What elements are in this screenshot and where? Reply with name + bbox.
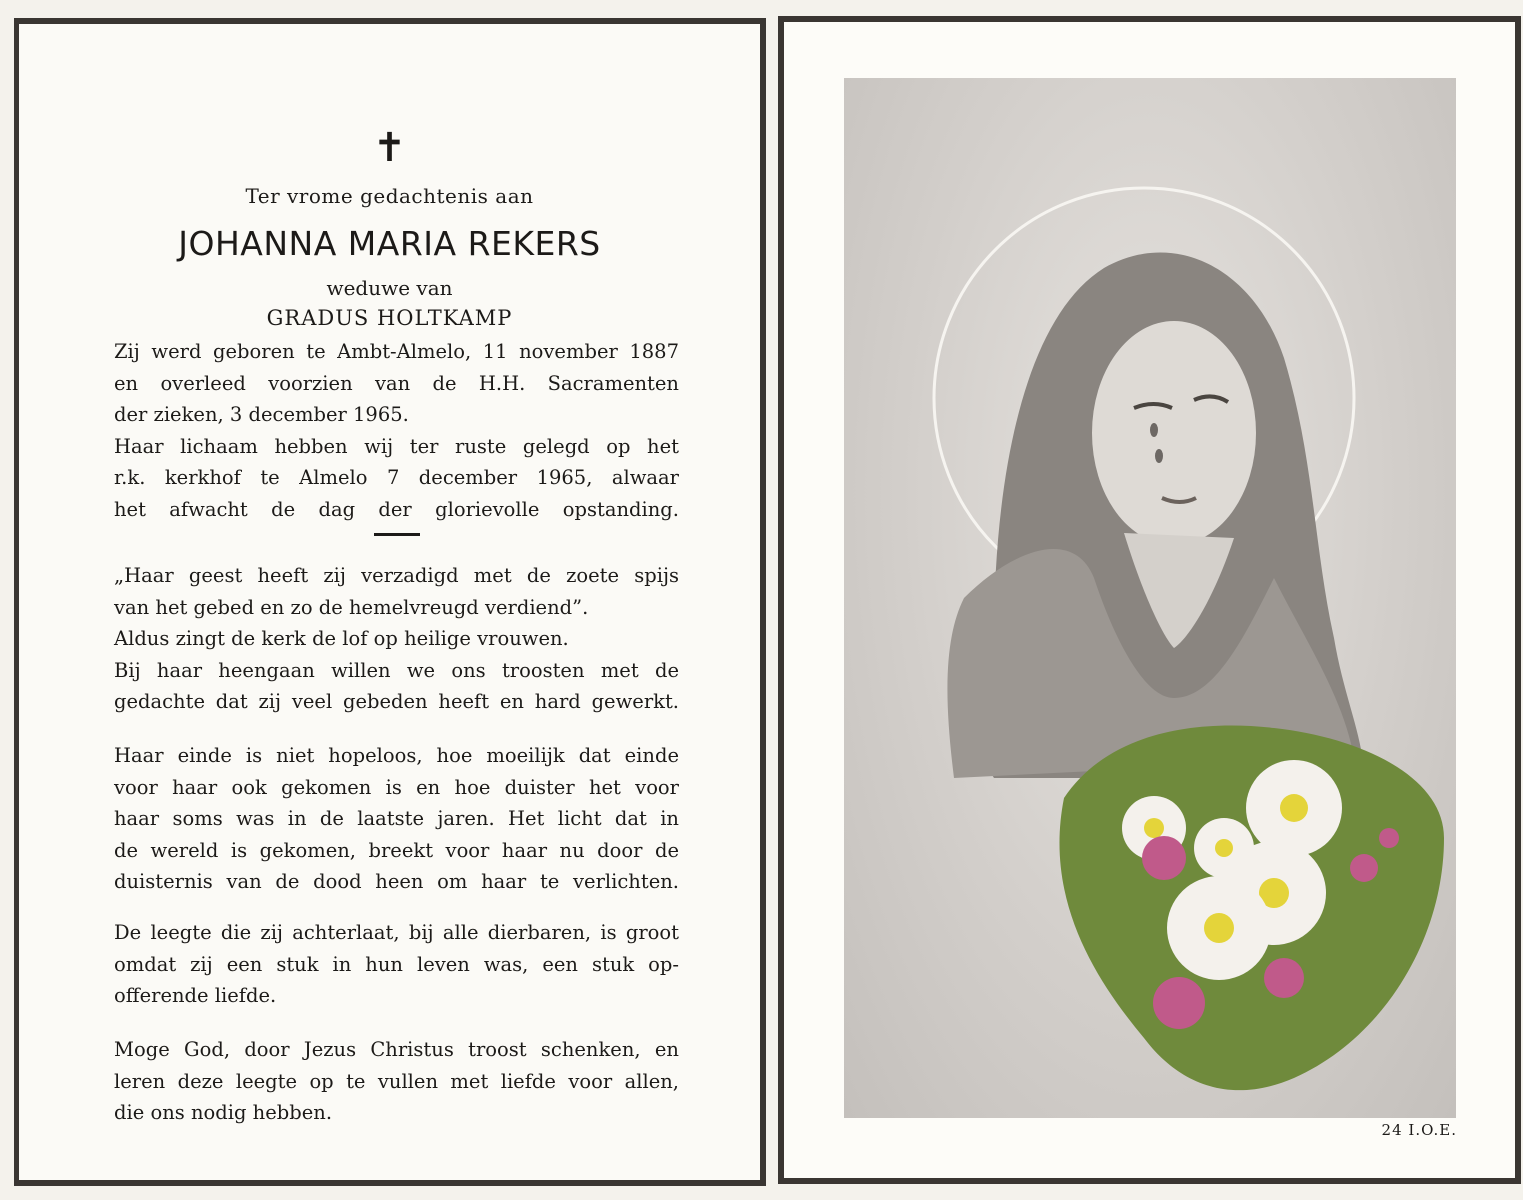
text-line: Haar lichaam hebben wij ter ruste gelegd op het	[114, 434, 679, 458]
tear-drop	[1155, 449, 1163, 463]
text-line: de wereld is gekomen, breekt voor haar nu door de	[114, 838, 679, 862]
catalog-number: 24 I.O.E.	[1381, 1121, 1457, 1139]
hope-paragraph	[114, 740, 679, 898]
face-shape	[1092, 321, 1256, 545]
text-line: r.k. kerkhof te Almelo 7 december 1965, alwaar	[114, 466, 679, 489]
deceased-name: JOHANNA MARIA REKERS	[178, 224, 601, 263]
daisy-flower	[1246, 760, 1342, 856]
text-line: gedachte dat zij veel gebeden heeft en hard gewerkt.	[114, 690, 679, 713]
text-line: Aldus zingt de kerk de lof op heilige vrouwen.	[114, 627, 569, 650]
section-divider	[374, 533, 420, 536]
text-line: Haar einde is niet hopeloos, hoe moeilijk dat einde	[114, 744, 679, 767]
text-line: en overleed voorzien van de H.H. Sacramenten	[114, 371, 679, 395]
daisy-flower	[1194, 818, 1254, 878]
emptiness-paragraph	[114, 917, 679, 1012]
violet-flower	[1350, 854, 1378, 882]
madonna-with-flowers-image	[844, 78, 1456, 1118]
biography-paragraph	[114, 336, 679, 525]
cross-icon: ✝	[372, 125, 407, 171]
devotional-image-card	[778, 16, 1521, 1184]
quote-paragraph	[114, 560, 679, 718]
text-line: Moge God, door Jezus Christus troost schenken, en	[114, 1038, 679, 1061]
text-line: De leegte die zij achterlaat, bij alle dierbaren, is groot	[114, 921, 679, 944]
prayer-paragraph	[114, 1034, 679, 1129]
text-line: haar soms was in de laatste jaren. Het licht dat in	[114, 807, 679, 830]
text-line: die ons nodig hebben.	[114, 1101, 333, 1124]
text-line: van het gebed en zo de hemelvreugd verdiend”.	[114, 595, 589, 619]
text-line: Zij werd geboren te Ambt-Almelo, 11 november 1887	[114, 340, 679, 363]
madonna-illustration	[844, 78, 1456, 1118]
intro-line: Ter vrome gedachtenis aan	[245, 184, 534, 208]
text-line: der zieken, 3 december 1965.	[114, 403, 409, 426]
tear-drop	[1150, 423, 1158, 437]
violet-flower	[1142, 836, 1186, 880]
text-line: het afwacht de dag der glorievolle opstanding.	[114, 497, 679, 521]
text-line: duisternis van de dood heen om haar te verlichten.	[114, 870, 679, 893]
text-line: offerende liefde.	[114, 984, 277, 1007]
widow-of-line: weduwe van	[326, 276, 453, 300]
text-line: omdat zij een stuk in hun leven was, een stuk op-	[114, 952, 679, 976]
violet-flower	[1153, 977, 1205, 1029]
violet-flower	[1379, 828, 1399, 848]
memorial-text-card	[14, 18, 766, 1186]
daisy-flower	[1167, 876, 1271, 980]
violet-flower	[1264, 958, 1304, 998]
text-line: leren deze leegte op te vullen met liefde voor allen,	[114, 1069, 679, 1093]
text-line: voor haar ook gekomen is en hoe duister het voor	[114, 775, 679, 799]
text-line: Bij haar heengaan willen we ons troosten met de	[114, 658, 679, 682]
husband-name: GRADUS HOLTKAMP	[266, 306, 513, 330]
text-line: „Haar geest heeft zij verzadigd met de zoete spijs	[114, 564, 679, 587]
